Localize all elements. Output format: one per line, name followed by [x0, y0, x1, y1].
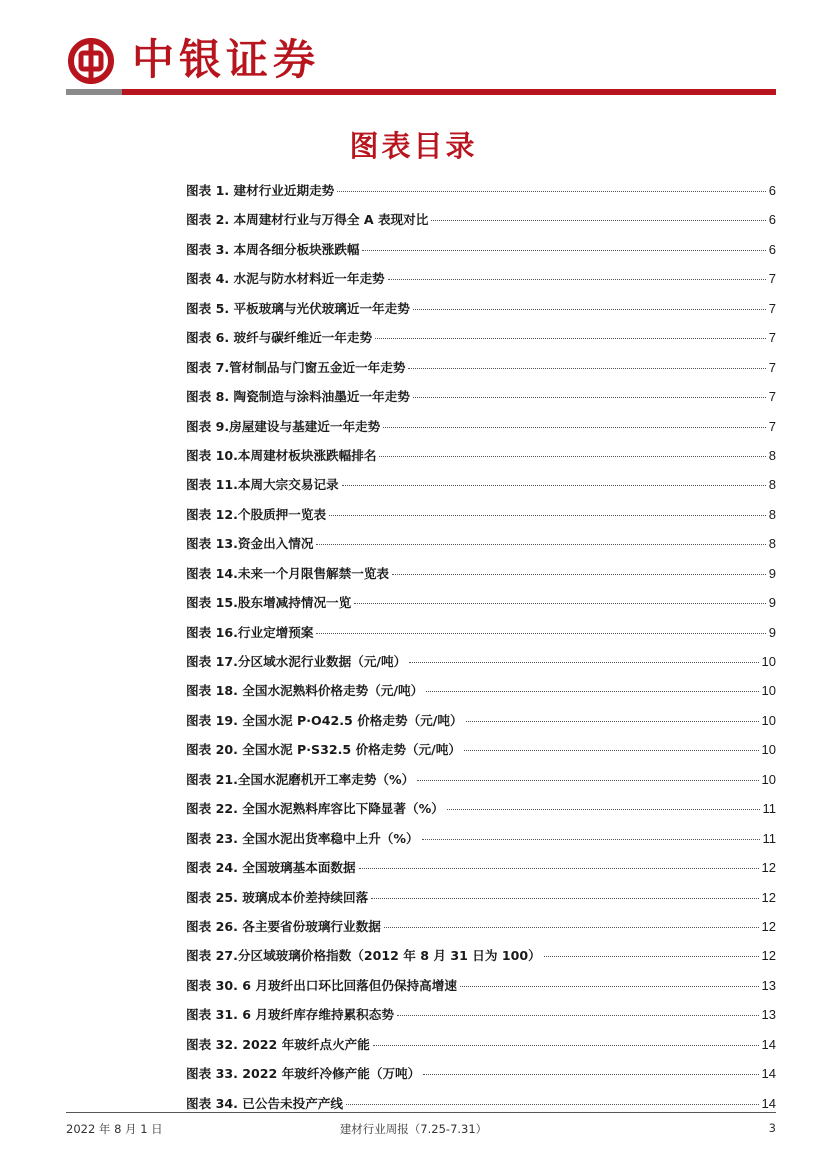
brand-name: 中银证券 — [132, 35, 321, 84]
toc-entry[interactable] — [186, 239, 776, 268]
toc-entry-label: 图表 23. 全国水泥出货率稳中上升（%） — [186, 830, 419, 846]
toc-entry-label: 图表 17.分区域水泥行业数据（元/吨） — [186, 654, 407, 669]
toc-entry-label: 图表 7.管材制品与门窗五金近一年走势 — [186, 359, 406, 375]
toc-entry-label: 图表 15.股东增减持情况一览 — [186, 595, 352, 611]
toc-entry-label: 图表 14.未来一个月限售解禁一览表 — [186, 565, 390, 581]
toc-entry-page: 7 — [768, 300, 776, 316]
toc-dot-leader — [426, 691, 758, 692]
toc-entry-page: 12 — [761, 889, 776, 905]
toc-entry-page: 10 — [761, 712, 776, 728]
toc-entry[interactable] — [186, 975, 776, 1004]
toc-entry-label: 图表 8. 陶瓷制造与涂料油墨近一年走势 — [186, 389, 410, 405]
toc-entry[interactable] — [186, 357, 776, 386]
bank-of-china-logo-icon — [66, 36, 116, 86]
toc-dot-leader — [397, 1015, 759, 1016]
toc-dot-leader — [384, 927, 759, 928]
toc-entry-page: 10 — [761, 654, 776, 669]
toc-dot-leader — [466, 721, 759, 722]
footer-report-name: 建材行业周报（7.25-7.31） — [339, 1122, 488, 1136]
toc-entry-label: 图表 18. 全国水泥熟料价格走势（元/吨） — [186, 683, 424, 699]
toc-entry[interactable] — [186, 298, 776, 327]
toc-entry-page: 7 — [768, 418, 776, 434]
toc-entry[interactable] — [186, 916, 776, 945]
toc-entry-label: 图表 19. 全国水泥 P·O42.5 价格走势（元/吨） — [186, 712, 463, 728]
toc-dot-leader — [423, 1074, 758, 1075]
toc-entry-page: 7 — [768, 359, 776, 375]
toc-dot-leader — [413, 309, 766, 310]
toc-entry[interactable] — [186, 1093, 776, 1122]
toc-entry[interactable] — [186, 563, 776, 592]
toc-entry-label: 图表 12.个股质押一览表 — [186, 506, 327, 522]
toc-entry-label: 图表 34. 已公告未投产产线 — [186, 1095, 344, 1111]
toc-entry-label: 图表 16.行业定增预案 — [186, 624, 314, 640]
toc-entry-page: 6 — [768, 212, 776, 228]
toc-dot-leader — [447, 809, 760, 810]
toc-entry-page: 8 — [768, 506, 776, 522]
toc-entry[interactable] — [186, 327, 776, 356]
toc-entry-page: 8 — [768, 477, 776, 493]
toc-entry[interactable] — [186, 651, 776, 680]
page-header — [0, 0, 827, 100]
toc-entry-page: 11 — [762, 801, 776, 817]
toc-dot-leader — [337, 191, 766, 192]
toc-entry-page: 12 — [761, 860, 776, 876]
toc-dot-leader — [383, 427, 766, 428]
toc-entry[interactable] — [186, 710, 776, 739]
toc-dot-leader — [316, 544, 765, 545]
toc-entry[interactable] — [186, 1004, 776, 1033]
toc-entry-label: 图表 1. 建材行业近期走势 — [186, 183, 335, 198]
toc-entry-label: 图表 4. 水泥与防水材料近一年走势 — [186, 271, 385, 287]
toc-entry[interactable] — [186, 857, 776, 886]
toc-entry-page: 13 — [761, 1007, 776, 1023]
toc-entry-label: 图表 5. 平板玻璃与光伏玻璃近一年走势 — [186, 300, 410, 316]
toc-entry[interactable] — [186, 209, 776, 238]
toc-entry-label: 图表 21.全国水泥磨机开工率走势（%） — [186, 771, 415, 787]
toc-entry-page: 7 — [768, 330, 776, 346]
toc-entry[interactable] — [186, 445, 776, 474]
toc-entry[interactable] — [186, 268, 776, 297]
toc-entry-page: 14 — [761, 1066, 776, 1082]
toc-dot-leader — [316, 633, 765, 634]
toc-entry-page: 10 — [761, 771, 776, 787]
toc-dot-leader — [375, 338, 766, 339]
header-rule-red — [122, 89, 776, 95]
toc-entry-page: 8 — [768, 536, 776, 552]
toc-entry-page: 9 — [768, 595, 776, 611]
toc-dot-leader — [346, 1104, 759, 1105]
toc-entry-label: 图表 2. 本周建材行业与万得全 A 表现对比 — [186, 212, 429, 228]
toc-entry-page: 6 — [768, 183, 776, 198]
toc-dot-leader — [409, 662, 758, 663]
toc-entry-page: 14 — [761, 1095, 776, 1111]
toc-entry-page: 14 — [761, 1036, 776, 1052]
footer-date: 2022 年 8 月 1 日 — [66, 1122, 163, 1136]
header-rule-gray — [66, 89, 122, 95]
toc-dot-leader — [464, 750, 759, 751]
toc-entry-page: 9 — [768, 624, 776, 640]
toc-dot-leader — [431, 220, 765, 221]
toc-entry-page: 8 — [768, 447, 776, 463]
toc-entry[interactable] — [186, 739, 776, 768]
toc-dot-leader — [371, 898, 758, 899]
toc-entry-label: 图表 9.房屋建设与基建近一年走势 — [186, 418, 381, 434]
toc-entry-label: 图表 25. 玻璃成本价差持续回落 — [186, 889, 369, 905]
toc-dot-leader — [422, 839, 760, 840]
toc-entry-label: 图表 3. 本周各细分板块涨跌幅 — [186, 241, 360, 257]
toc-entry[interactable] — [186, 798, 776, 827]
toc-dot-leader — [359, 868, 759, 869]
toc-entry-label: 图表 22. 全国水泥熟料库容比下降显著（%） — [186, 801, 444, 817]
toc-entry-page: 13 — [761, 977, 776, 993]
toc-entry[interactable] — [186, 622, 776, 651]
toc-dot-leader — [413, 397, 766, 398]
toc-dot-leader — [417, 780, 758, 781]
toc-entry-label: 图表 13.资金出入情况 — [186, 536, 314, 552]
toc-entry-page: 10 — [761, 683, 776, 699]
footer-page-number: 3 — [768, 1121, 776, 1135]
toc-entry[interactable] — [186, 386, 776, 415]
toc-entry-page: 12 — [761, 948, 776, 964]
toc-entry[interactable] — [186, 945, 776, 974]
toc-entry[interactable] — [186, 1063, 776, 1092]
toc-dot-leader — [392, 574, 766, 575]
toc-dot-leader — [379, 456, 765, 457]
toc-entry[interactable] — [186, 1034, 776, 1063]
toc-entry-page: 6 — [768, 241, 776, 257]
toc-entry-label: 图表 27.分区域玻璃价格指数（2012 年 8 月 31 日为 100） — [186, 948, 541, 964]
toc-entry[interactable] — [186, 887, 776, 916]
toc-dot-leader — [544, 956, 759, 957]
toc-entry-page: 11 — [762, 830, 776, 846]
toc-entry[interactable] — [186, 474, 776, 503]
footer-rule — [66, 1112, 776, 1113]
toc-entry[interactable] — [186, 769, 776, 798]
toc-entry[interactable] — [186, 680, 776, 709]
toc-entry[interactable] — [186, 416, 776, 445]
toc-title: 图表目录 — [349, 129, 478, 163]
toc-entry[interactable] — [186, 504, 776, 533]
toc-entry-label: 图表 32. 2022 年玻纤点火产能 — [186, 1036, 370, 1052]
toc-entry-label: 图表 20. 全国水泥 P·S32.5 价格走势（元/吨） — [186, 742, 461, 758]
toc-dot-leader — [460, 986, 759, 987]
toc-entry-page: 7 — [768, 389, 776, 405]
toc-entry[interactable] — [186, 828, 776, 857]
toc-entry[interactable] — [186, 592, 776, 621]
toc-entry-label: 图表 11.本周大宗交易记录 — [186, 477, 339, 493]
toc-dot-leader — [408, 368, 765, 369]
toc-entry-label: 图表 33. 2022 年玻纤冷修产能（万吨） — [186, 1066, 421, 1082]
toc-dot-leader — [388, 279, 766, 280]
toc-entry-page: 7 — [768, 271, 776, 287]
toc-dot-leader — [362, 250, 765, 251]
toc-entry-label: 图表 6. 玻纤与碳纤维近一年走势 — [186, 330, 373, 346]
toc-entry-label: 图表 31. 6 月玻纤库存维持累积态势 — [186, 1007, 394, 1023]
toc-list — [186, 180, 776, 1122]
toc-entry-page: 12 — [761, 918, 776, 934]
toc-entry-label: 图表 10.本周建材板块涨跌幅排名 — [186, 447, 377, 463]
toc-dot-leader — [329, 515, 766, 516]
toc-entry-label: 图表 24. 全国玻璃基本面数据 — [186, 860, 356, 876]
toc-entry-page: 10 — [761, 742, 776, 758]
toc-dot-leader — [373, 1045, 759, 1046]
toc-dot-leader — [342, 485, 766, 486]
toc-entry[interactable] — [186, 533, 776, 562]
toc-dot-leader — [354, 603, 766, 604]
toc-entry[interactable] — [186, 180, 776, 209]
toc-entry-page: 9 — [768, 565, 776, 581]
toc-entry-label: 图表 26. 各主要省份玻璃行业数据 — [186, 918, 381, 934]
toc-entry-label: 图表 30. 6 月玻纤出口环比回落但仍保持高增速 — [186, 977, 457, 993]
